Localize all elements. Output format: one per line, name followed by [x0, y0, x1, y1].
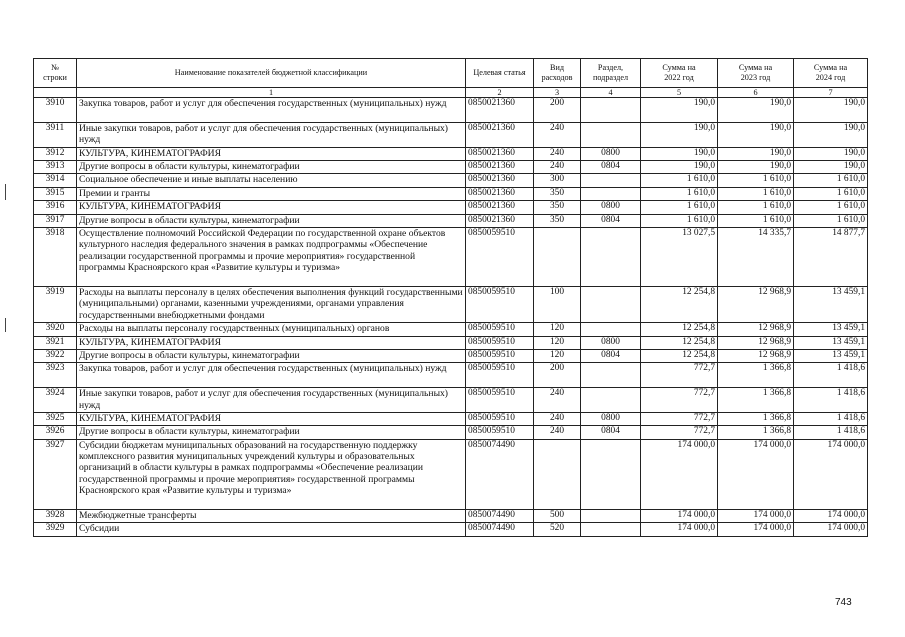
row-sum-2023: 190,0 [718, 160, 794, 173]
row-sum-2022: 1 610,0 [641, 187, 718, 200]
row-indicator-name: Закупка товаров, работ и услуг для обеспечения государственных (муниципальных) нужд [77, 363, 466, 388]
row-sum-2024: 174 000,0 [794, 510, 868, 523]
row-sum-2023: 1 610,0 [718, 174, 794, 187]
row-sum-2023: 1 366,8 [718, 388, 794, 413]
row-number: 3926 [34, 426, 77, 439]
row-target-article: 0850021360 [466, 187, 534, 200]
column-number: 7 [794, 88, 868, 98]
row-sum-2023: 14 335,7 [718, 227, 794, 286]
row-expense-type: 240 [534, 426, 581, 439]
row-target-article: 0850059510 [466, 388, 534, 413]
row-sum-2024: 1 418,6 [794, 388, 868, 413]
row-section [581, 98, 641, 123]
row-expense-type: 200 [534, 98, 581, 123]
row-sum-2023: 174 000,0 [718, 439, 794, 509]
row-target-article: 0850021360 [466, 147, 534, 160]
row-sum-2024: 1 610,0 [794, 214, 868, 227]
header-sum-2024: Сумма на 2024 год [794, 59, 868, 88]
row-section [581, 174, 641, 187]
row-section [581, 439, 641, 509]
row-number: 3917 [34, 214, 77, 227]
header-section: Раздел, подраздел [581, 59, 641, 88]
row-number: 3924 [34, 388, 77, 413]
row-section [581, 510, 641, 523]
row-expense-type: 120 [534, 349, 581, 362]
row-target-article: 0850059510 [466, 426, 534, 439]
table-row [34, 286, 868, 322]
row-sum-2022: 12 254,8 [641, 336, 718, 349]
table-row [34, 323, 868, 336]
table-row [34, 388, 868, 413]
table-row [34, 349, 868, 362]
row-sum-2023: 1 366,8 [718, 412, 794, 425]
row-target-article: 0850021360 [466, 98, 534, 123]
row-indicator-name: Расходы на выплаты персоналу в целях обеспечения выполнения функций государственными (муниципальными) органами, казенными учреждениями, органами управления государственными внебюджетными фондами [77, 286, 466, 322]
row-number: 3925 [34, 412, 77, 425]
row-target-article: 0850059510 [466, 227, 534, 286]
row-target-article: 0850021360 [466, 201, 534, 214]
row-expense-type [534, 227, 581, 286]
row-target-article: 0850059510 [466, 336, 534, 349]
row-expense-type: 520 [534, 523, 581, 536]
row-expense-type [534, 439, 581, 509]
table-row [34, 363, 868, 388]
row-sum-2024: 1 610,0 [794, 187, 868, 200]
row-section: 0800 [581, 412, 641, 425]
row-indicator-name: Иные закупки товаров, работ и услуг для обеспечения государственных (муниципальных) нужд [77, 122, 466, 147]
row-sum-2022: 772,7 [641, 426, 718, 439]
row-sum-2022: 12 254,8 [641, 286, 718, 322]
row-indicator-name: Другие вопросы в области культуры, кинематографии [77, 214, 466, 227]
row-sum-2023: 190,0 [718, 147, 794, 160]
row-sum-2022: 1 610,0 [641, 214, 718, 227]
row-number: 3919 [34, 286, 77, 322]
row-expense-type: 500 [534, 510, 581, 523]
row-number: 3929 [34, 523, 77, 536]
row-sum-2022: 174 000,0 [641, 439, 718, 509]
row-indicator-name: Расходы на выплаты персоналу государственных (муниципальных) органов [77, 323, 466, 336]
row-sum-2022: 190,0 [641, 160, 718, 173]
row-section [581, 187, 641, 200]
header-indicator-name: Наименование показателей бюджетной классификации [77, 59, 466, 88]
row-sum-2024: 190,0 [794, 160, 868, 173]
row-section: 0800 [581, 201, 641, 214]
row-indicator-name: КУЛЬТУРА, КИНЕМАТОГРАФИЯ [77, 336, 466, 349]
table-row [34, 214, 868, 227]
row-number: 3910 [34, 98, 77, 123]
table-row [34, 412, 868, 425]
row-indicator-name: Другие вопросы в области культуры, кинематографии [77, 160, 466, 173]
column-number-row [34, 88, 868, 98]
table-row [34, 201, 868, 214]
row-expense-type: 350 [534, 201, 581, 214]
row-sum-2024: 1 418,6 [794, 363, 868, 388]
row-indicator-name: Субсидии [77, 523, 466, 536]
row-sum-2022: 12 254,8 [641, 323, 718, 336]
row-sum-2024: 1 418,6 [794, 426, 868, 439]
row-sum-2023: 12 968,9 [718, 349, 794, 362]
row-number: 3913 [34, 160, 77, 173]
row-section [581, 227, 641, 286]
row-section [581, 523, 641, 536]
table-row [34, 426, 868, 439]
table-row [34, 227, 868, 286]
column-number: 6 [718, 88, 794, 98]
row-expense-type: 350 [534, 214, 581, 227]
table-header-row [34, 59, 868, 88]
row-indicator-name: Премии и гранты [77, 187, 466, 200]
row-indicator-name: Осуществление полномочий Российской Федерации по государственной охране объектов культурного наследия федерального значения в рамках подпрограммы «Обеспечение реализации государственной программы и прочие мероприятия» государственной программы Красноярского края «Развитие культуры и туризма» [77, 227, 466, 286]
row-sum-2022: 772,7 [641, 363, 718, 388]
table-row [34, 122, 868, 147]
row-number: 3914 [34, 174, 77, 187]
margin-mark [5, 184, 6, 200]
column-number: 4 [581, 88, 641, 98]
row-sum-2024: 13 459,1 [794, 349, 868, 362]
row-target-article: 0850074490 [466, 439, 534, 509]
row-section: 0804 [581, 349, 641, 362]
row-target-article: 0850059510 [466, 286, 534, 322]
row-expense-type: 100 [534, 286, 581, 322]
header-row-number: № строки [34, 59, 77, 88]
row-target-article: 0850074490 [466, 523, 534, 536]
budget-table [33, 58, 868, 537]
column-number: 5 [641, 88, 718, 98]
header-expense-type: Вид расходов [534, 59, 581, 88]
column-number-blank [34, 88, 77, 98]
row-sum-2024: 1 610,0 [794, 201, 868, 214]
row-sum-2023: 174 000,0 [718, 510, 794, 523]
row-sum-2023: 12 968,9 [718, 323, 794, 336]
table-row [34, 187, 868, 200]
row-number: 3928 [34, 510, 77, 523]
row-section [581, 286, 641, 322]
row-target-article: 0850059510 [466, 349, 534, 362]
row-target-article: 0850059510 [466, 323, 534, 336]
row-number: 3918 [34, 227, 77, 286]
row-number: 3920 [34, 323, 77, 336]
row-section: 0804 [581, 214, 641, 227]
row-section: 0804 [581, 160, 641, 173]
row-number: 3916 [34, 201, 77, 214]
row-indicator-name: КУЛЬТУРА, КИНЕМАТОГРАФИЯ [77, 412, 466, 425]
row-sum-2024: 190,0 [794, 122, 868, 147]
row-expense-type: 240 [534, 160, 581, 173]
row-target-article: 0850059510 [466, 363, 534, 388]
row-number: 3927 [34, 439, 77, 509]
row-expense-type: 200 [534, 363, 581, 388]
row-target-article: 0850021360 [466, 160, 534, 173]
row-sum-2024: 174 000,0 [794, 523, 868, 536]
row-sum-2022: 1 610,0 [641, 174, 718, 187]
row-expense-type: 120 [534, 336, 581, 349]
table-row [34, 98, 868, 123]
row-sum-2023: 1 610,0 [718, 201, 794, 214]
row-expense-type: 350 [534, 187, 581, 200]
row-sum-2023: 1 366,8 [718, 363, 794, 388]
column-number: 3 [534, 88, 581, 98]
row-number: 3911 [34, 122, 77, 147]
row-sum-2023: 1 610,0 [718, 214, 794, 227]
row-expense-type: 240 [534, 147, 581, 160]
row-section: 0800 [581, 336, 641, 349]
row-number: 3915 [34, 187, 77, 200]
column-number: 1 [77, 88, 466, 98]
header-target-article: Целевая статья [466, 59, 534, 88]
table-row [34, 174, 868, 187]
row-sum-2024: 13 459,1 [794, 323, 868, 336]
row-sum-2024: 190,0 [794, 147, 868, 160]
row-sum-2022: 190,0 [641, 122, 718, 147]
table-row [34, 523, 868, 536]
row-number: 3923 [34, 363, 77, 388]
row-indicator-name: Другие вопросы в области культуры, кинематографии [77, 349, 466, 362]
row-sum-2023: 174 000,0 [718, 523, 794, 536]
header-sum-2023: Сумма на 2023 год [718, 59, 794, 88]
row-sum-2024: 190,0 [794, 98, 868, 123]
row-section [581, 363, 641, 388]
row-section: 0800 [581, 147, 641, 160]
row-number: 3921 [34, 336, 77, 349]
row-sum-2022: 174 000,0 [641, 523, 718, 536]
row-sum-2024: 1 610,0 [794, 174, 868, 187]
row-sum-2022: 772,7 [641, 388, 718, 413]
page-number: 743 [835, 597, 852, 608]
row-indicator-name: Социальное обеспечение и иные выплаты населению [77, 174, 466, 187]
row-sum-2024: 13 459,1 [794, 336, 868, 349]
row-sum-2022: 174 000,0 [641, 510, 718, 523]
row-target-article: 0850021360 [466, 122, 534, 147]
row-indicator-name: Иные закупки товаров, работ и услуг для обеспечения государственных (муниципальных) нужд [77, 388, 466, 413]
row-section [581, 323, 641, 336]
row-sum-2024: 13 459,1 [794, 286, 868, 322]
table-row [34, 160, 868, 173]
row-sum-2022: 13 027,5 [641, 227, 718, 286]
row-indicator-name: Другие вопросы в области культуры, кинематографии [77, 426, 466, 439]
row-indicator-name: КУЛЬТУРА, КИНЕМАТОГРАФИЯ [77, 201, 466, 214]
row-sum-2023: 12 968,9 [718, 286, 794, 322]
row-indicator-name: Субсидии бюджетам муниципальных образований на государственную поддержку комплексного развития муниципальных учреждений культуры и образовательных организаций в области культуры в рамках подпрограммы «Обеспечение реализации государственной программы и прочие мероприятия» государственной программы Красноярского края «Развитие культуры и туризма» [77, 439, 466, 509]
row-expense-type: 300 [534, 174, 581, 187]
row-sum-2023: 190,0 [718, 98, 794, 123]
row-expense-type: 240 [534, 412, 581, 425]
row-target-article: 0850021360 [466, 174, 534, 187]
row-expense-type: 240 [534, 388, 581, 413]
row-number: 3912 [34, 147, 77, 160]
margin-mark [5, 318, 6, 332]
row-sum-2024: 14 877,7 [794, 227, 868, 286]
row-sum-2022: 190,0 [641, 147, 718, 160]
row-sum-2022: 1 610,0 [641, 201, 718, 214]
table-row [34, 439, 868, 509]
row-number: 3922 [34, 349, 77, 362]
row-sum-2022: 772,7 [641, 412, 718, 425]
row-sum-2022: 12 254,8 [641, 349, 718, 362]
row-expense-type: 240 [534, 122, 581, 147]
row-sum-2023: 1 366,8 [718, 426, 794, 439]
column-number: 2 [466, 88, 534, 98]
table-row [34, 510, 868, 523]
row-section [581, 122, 641, 147]
row-target-article: 0850021360 [466, 214, 534, 227]
table-row [34, 336, 868, 349]
table-row [34, 147, 868, 160]
row-sum-2023: 190,0 [718, 122, 794, 147]
row-target-article: 0850059510 [466, 412, 534, 425]
row-sum-2024: 1 418,6 [794, 412, 868, 425]
row-indicator-name: Закупка товаров, работ и услуг для обеспечения государственных (муниципальных) нужд [77, 98, 466, 123]
row-sum-2023: 1 610,0 [718, 187, 794, 200]
row-indicator-name: Межбюджетные трансферты [77, 510, 466, 523]
row-target-article: 0850074490 [466, 510, 534, 523]
row-sum-2023: 12 968,9 [718, 336, 794, 349]
row-sum-2022: 190,0 [641, 98, 718, 123]
row-section: 0804 [581, 426, 641, 439]
row-indicator-name: КУЛЬТУРА, КИНЕМАТОГРАФИЯ [77, 147, 466, 160]
header-sum-2022: Сумма на 2022 год [641, 59, 718, 88]
row-sum-2024: 174 000,0 [794, 439, 868, 509]
row-expense-type: 120 [534, 323, 581, 336]
row-section [581, 388, 641, 413]
